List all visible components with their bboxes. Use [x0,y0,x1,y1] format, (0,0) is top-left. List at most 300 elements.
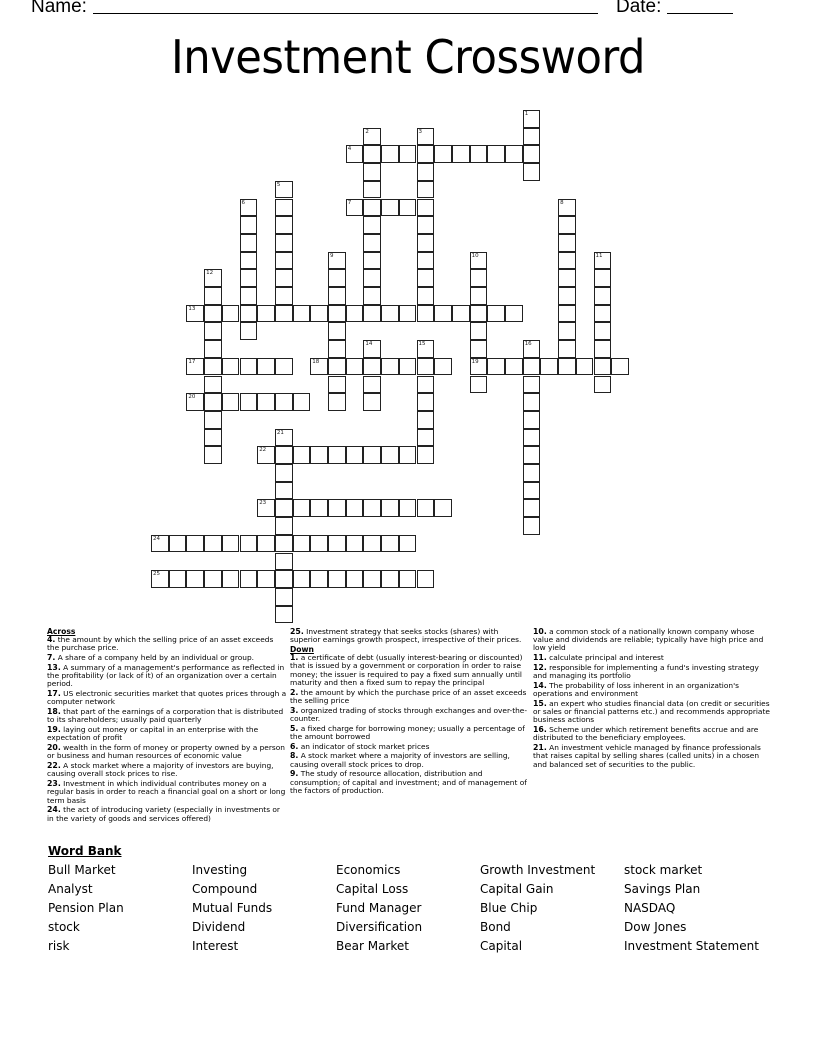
crossword-cell[interactable] [275,588,293,606]
clue-down [290,725,530,741]
crossword-cell[interactable] [417,163,435,181]
crossword-cell[interactable] [222,305,240,323]
crossword-cell[interactable] [558,216,576,234]
crossword-cell[interactable] [487,145,505,163]
word-bank-item: Growth Investment [480,863,596,877]
crossword-cell[interactable] [204,393,222,411]
crossword-cell[interactable] [381,499,399,517]
crossword-cell[interactable] [594,322,612,340]
crossword-cell[interactable] [487,305,505,323]
crossword-cell[interactable] [399,535,417,553]
clue-num: 21. [533,743,547,753]
crossword-cell[interactable] [275,181,293,199]
crossword-cell[interactable] [275,464,293,482]
clue-num: 8. [290,751,299,761]
clue-num: 24. [47,805,61,815]
crossword-cell[interactable] [222,535,240,553]
clue-number: 22 [259,447,267,454]
crossword-cell[interactable] [328,376,346,394]
crossword-cell[interactable] [434,145,452,163]
clue-number: 19 [471,358,479,365]
word-bank-item: Pension Plan [48,901,124,915]
crossword-cell[interactable] [417,252,435,270]
crossword-cell[interactable] [222,570,240,588]
crossword-cell[interactable] [257,446,275,464]
crossword-cell[interactable] [363,376,381,394]
crossword-cell[interactable] [505,305,523,323]
crossword-cell[interactable] [505,358,523,376]
word-bank [48,862,784,954]
crossword-cell[interactable] [470,145,488,163]
word-bank-item: Capital Loss [336,882,409,896]
clue-num: 20. [47,743,61,753]
crossword-cell[interactable] [240,535,258,553]
clue-num: 13. [47,663,61,672]
clue-number: 18 [312,358,320,365]
crossword-cell[interactable] [470,340,488,358]
crossword-cell[interactable] [186,358,204,376]
crossword-cell[interactable] [257,570,275,588]
crossword-cell[interactable] [257,499,275,517]
crossword-cell[interactable] [151,535,169,553]
crossword-cell[interactable] [558,358,576,376]
crossword-cell[interactable] [399,446,417,464]
crossword-cell[interactable] [275,499,293,517]
clue-across [47,726,287,742]
clue-text: laying out money or capital in an enterprise with the expectation of profit [47,725,259,743]
crossword-cell[interactable] [523,464,541,482]
crossword-cell[interactable] [417,340,435,358]
crossword-cell[interactable] [346,535,364,553]
crossword-cell[interactable] [328,535,346,553]
crossword-cell[interactable] [363,145,381,163]
crossword-cell[interactable] [487,358,505,376]
clue-text: a certificate of debt (usually interest-bearing or discounted) that is issued by a government or corporation in order to raise money; the issuer is required to pay a fixed sum annually until maturity and then a fixed sum to repay the principal [290,653,523,687]
crossword-cell[interactable] [558,287,576,305]
crossword-cell[interactable] [240,234,258,252]
clue-section-heading: Down [290,645,314,654]
clue-number: 23 [259,500,267,507]
crossword-cell[interactable] [204,446,222,464]
crossword-cell[interactable] [363,393,381,411]
crossword-cell[interactable] [363,128,381,146]
crossword-cell[interactable] [417,376,435,394]
crossword-cell[interactable] [417,145,435,163]
crossword-cell[interactable] [310,535,328,553]
clue-text: Investment strategy that seeks stocks (shares) with superior earnings growth prospect, irrespective of their prices. [290,627,522,645]
crossword-cell[interactable] [293,570,311,588]
clue-down [533,726,773,742]
crossword-cell[interactable] [328,252,346,270]
crossword-cell[interactable] [310,446,328,464]
crossword-cell[interactable] [417,216,435,234]
crossword-cell[interactable] [558,322,576,340]
crossword-cell[interactable] [363,446,381,464]
crossword-cell[interactable] [363,252,381,270]
crossword-cell[interactable] [275,535,293,553]
crossword-cell[interactable] [381,570,399,588]
crossword-cell[interactable] [417,128,435,146]
crossword-cell[interactable] [399,499,417,517]
crossword-cell[interactable] [363,305,381,323]
crossword-cell[interactable] [381,358,399,376]
crossword-cell[interactable] [169,535,187,553]
clue-number: 17 [188,358,196,365]
crossword-cell[interactable] [240,216,258,234]
crossword-cell[interactable] [204,535,222,553]
clue-across [47,762,287,778]
crossword-cell[interactable] [310,570,328,588]
crossword-cell[interactable] [523,482,541,500]
clue-num: 5. [290,723,299,733]
crossword-cell[interactable] [417,287,435,305]
crossword-cell[interactable] [275,429,293,447]
crossword-cell[interactable] [558,305,576,323]
clue-down [533,664,773,680]
crossword-cell[interactable] [257,393,275,411]
crossword-cell[interactable] [275,305,293,323]
crossword-cell[interactable] [363,570,381,588]
word-bank-item: NASDAQ [624,901,676,915]
crossword-cell[interactable] [222,358,240,376]
clues-column-2 [290,628,530,797]
clue-num: 15. [533,699,547,708]
crossword-cell[interactable] [363,181,381,199]
clue-num: 10. [533,627,547,636]
clue-number: 15 [418,341,426,348]
clue-across [47,654,287,662]
crossword-cell[interactable] [240,287,258,305]
clue-num: 14. [533,681,547,690]
word-bank-item: Capital [480,939,523,953]
crossword-cell[interactable] [417,570,435,588]
clue-num: 12. [533,663,547,672]
crossword-cell[interactable] [293,535,311,553]
clue-down [290,770,530,795]
clue-num: 11. [533,653,547,663]
crossword-cell[interactable] [363,287,381,305]
crossword-cell[interactable] [293,499,311,517]
clue-text: Investment in which individual contributes money on a regular basis in order to reach a financial goal on a short or long term basis [47,779,286,805]
crossword-cell[interactable] [169,570,187,588]
crossword-cell[interactable] [381,305,399,323]
crossword-cell[interactable] [204,429,222,447]
crossword-cell[interactable] [363,358,381,376]
word-bank-item: Interest [192,939,239,953]
crossword-cell[interactable] [594,340,612,358]
crossword-cell[interactable] [204,322,222,340]
crossword-cell[interactable] [363,216,381,234]
crossword-cell[interactable] [594,269,612,287]
crossword-cell[interactable] [523,145,541,163]
crossword-cell[interactable] [470,269,488,287]
crossword-cell[interactable] [240,322,258,340]
crossword-cell[interactable] [434,499,452,517]
crossword-cell[interactable] [328,287,346,305]
crossword-cell[interactable] [381,145,399,163]
crossword-cell[interactable] [417,269,435,287]
crossword-cell[interactable] [346,305,364,323]
crossword-cell[interactable] [275,269,293,287]
crossword-cell[interactable] [257,305,275,323]
clue-number: 6 [241,199,245,206]
crossword-cell[interactable] [470,358,488,376]
crossword-cell[interactable] [523,163,541,181]
crossword-cell[interactable] [594,252,612,270]
crossword-cell[interactable] [310,358,328,376]
word-bank-item: Dow Jones [624,920,687,934]
clue-number: 25 [153,571,160,578]
clue-num: 19. [47,725,61,735]
crossword-cell[interactable] [346,199,364,217]
clue-text: The probability of loss inherent in an organization's operations and environment [533,681,739,699]
clue-across [47,690,287,706]
clue-number: 12 [206,270,214,277]
crossword-cell[interactable] [328,269,346,287]
clue-number: 16 [524,341,532,348]
crossword-cell[interactable] [328,340,346,358]
clue-across [47,780,287,805]
crossword-cell[interactable] [363,199,381,217]
clue-text: US electronic securities market that quotes prices through a computer network [47,689,287,707]
clue-num: 4. [47,635,56,645]
crossword-cell[interactable] [240,358,258,376]
crossword-cell[interactable] [363,269,381,287]
crossword-cell[interactable] [275,570,293,588]
clue-num: 9. [290,769,299,779]
crossword-cell[interactable] [257,535,275,553]
clue-text: The study of resource allocation, distribution and consumption; of capital and investment; and of management of the factors of production. [290,769,527,795]
word-bank-item: Analyst [48,882,93,896]
word-bank-item: Savings Plan [624,882,701,896]
clue-text: A share of a company held by an individual or group. [57,653,254,663]
crossword-cell[interactable] [293,446,311,464]
crossword-cell[interactable] [594,358,612,376]
crossword-cell[interactable] [594,287,612,305]
crossword-cell[interactable] [363,163,381,181]
crossword-cell[interactable] [470,322,488,340]
crossword-cell[interactable] [293,393,311,411]
crossword-cell[interactable] [204,305,222,323]
crossword-cell[interactable] [470,287,488,305]
crossword-cell[interactable] [204,570,222,588]
crossword-cell[interactable] [346,358,364,376]
word-bank-item: Blue Chip [480,901,538,915]
crossword-cell[interactable] [275,358,293,376]
crossword-cell[interactable] [434,358,452,376]
crossword-cell[interactable] [399,358,417,376]
crossword-cell[interactable] [293,305,311,323]
crossword-cell[interactable] [505,145,523,163]
clue-num: 16. [533,725,547,735]
clue-down [533,682,773,698]
crossword-cell[interactable] [363,535,381,553]
crossword-cell[interactable] [328,499,346,517]
crossword-cell[interactable] [275,553,293,571]
clue-down [290,654,530,687]
crossword-cell[interactable] [417,429,435,447]
crossword-cell[interactable] [434,305,452,323]
crossword-cell[interactable] [523,128,541,146]
clue-down [290,743,530,751]
crossword-cell[interactable] [275,482,293,500]
crossword-cell[interactable] [381,199,399,217]
clue-number: 4 [347,146,352,153]
crossword-cell[interactable] [594,305,612,323]
crossword-cell[interactable] [328,393,346,411]
crossword-cell[interactable] [558,269,576,287]
crossword-cell[interactable] [452,305,470,323]
crossword-cell[interactable] [470,376,488,394]
clue-down [290,752,530,768]
crossword-cell[interactable] [328,446,346,464]
word-bank-item: Compound [192,882,258,896]
crossword-cell[interactable] [204,269,222,287]
crossword-cell[interactable] [328,305,346,323]
crossword-cell[interactable] [328,322,346,340]
word-bank-item: risk [48,939,70,953]
crossword-cell[interactable] [363,499,381,517]
crossword-cell[interactable] [240,199,258,217]
crossword-cell[interactable] [523,517,541,535]
clue-number: 9 [330,252,334,259]
crossword-cell[interactable] [558,340,576,358]
crossword-cell[interactable] [204,358,222,376]
crossword-cell[interactable] [186,570,204,588]
crossword-cell[interactable] [470,252,488,270]
crossword-cell[interactable] [381,535,399,553]
word-bank-item: Fund Manager [336,901,422,915]
clue-number: 5 [276,181,281,188]
crossword-cell[interactable] [346,446,364,464]
crossword-cell[interactable] [540,358,558,376]
crossword-cell[interactable] [275,216,293,234]
crossword-cell[interactable] [558,252,576,270]
crossword-cell[interactable] [310,305,328,323]
crossword-cell[interactable] [240,269,258,287]
crossword-cell[interactable] [204,376,222,394]
crossword-cell[interactable] [558,234,576,252]
crossword-cell[interactable] [346,145,364,163]
word-bank-item: Capital Gain [480,882,554,896]
crossword-cell[interactable] [399,305,417,323]
crossword-cell[interactable] [275,446,293,464]
crossword-cell[interactable] [240,570,258,588]
clue-text: the amount by which the selling price of an asset exceeds the purchase price. [47,635,274,653]
word-bank-title: Word Bank [48,844,122,858]
clue-across [47,708,287,724]
crossword-cell[interactable] [275,517,293,535]
crossword-cell[interactable] [417,199,435,217]
crossword-cell[interactable] [240,305,258,323]
crossword-cell[interactable] [523,446,541,464]
crossword-cell[interactable] [576,358,594,376]
clue-number: 7 [347,199,352,206]
crossword-cell[interactable] [417,181,435,199]
crossword-cell[interactable] [417,393,435,411]
clue-number: 21 [276,429,284,436]
crossword-cell[interactable] [523,499,541,517]
crossword-cell[interactable] [204,340,222,358]
clue-num: 2. [290,687,299,697]
page-title: Investment Crossword [170,30,646,84]
crossword-cell[interactable] [523,411,541,429]
crossword-cell[interactable] [275,393,293,411]
clue-text: A stock market where a majority of investors are selling, causing overall stock prices to drop. [290,751,510,769]
crossword-cell[interactable] [611,358,629,376]
crossword-cell[interactable] [204,287,222,305]
crossword-cell[interactable] [204,411,222,429]
crossword-cell[interactable] [328,570,346,588]
clue-across [47,664,287,689]
crossword-cell[interactable] [186,535,204,553]
crossword-cell[interactable] [523,110,541,128]
crossword-cell[interactable] [186,393,204,411]
crossword-cell[interactable] [275,199,293,217]
crossword-cell[interactable] [186,305,204,323]
crossword-cell[interactable] [240,393,258,411]
crossword-cell[interactable] [399,145,417,163]
crossword-cell[interactable] [417,411,435,429]
word-bank-item: Diversification [336,920,423,934]
crossword-cell[interactable] [328,358,346,376]
crossword-cell[interactable] [417,305,435,323]
crossword-cell[interactable] [523,393,541,411]
crossword-cell[interactable] [523,358,541,376]
crossword-cell[interactable] [257,358,275,376]
crossword-cell[interactable] [275,252,293,270]
clue-num: 17. [47,689,61,699]
crossword-cell[interactable] [523,340,541,358]
crossword-cell[interactable] [346,499,364,517]
crossword-cell[interactable] [558,199,576,217]
crossword-cell[interactable] [399,570,417,588]
clue-down [290,707,530,723]
clue-num: 3. [290,705,299,715]
crossword-cell[interactable] [275,234,293,252]
clue-down [533,654,773,662]
clue-across [47,806,287,822]
crossword-cell[interactable] [452,145,470,163]
crossword-cell[interactable] [523,376,541,394]
crossword-cell[interactable] [363,340,381,358]
clue-text: an expert who studies financial data (on credit or securities or sales or financial patterns etc.) and recommends appropriate business actions [533,699,770,725]
crossword-cell[interactable] [381,446,399,464]
crossword-cell[interactable] [275,606,293,624]
crossword-cell[interactable] [417,499,435,517]
crossword-cell[interactable] [346,570,364,588]
crossword-cell[interactable] [222,393,240,411]
crossword-cell[interactable] [275,287,293,305]
word-bank-item: Mutual Funds [192,901,273,915]
clue-text: calculate principal and interest [549,653,664,663]
crossword-cell[interactable] [240,252,258,270]
crossword-cell[interactable] [417,446,435,464]
crossword-cell[interactable] [523,429,541,447]
clue-number: 10 [471,252,479,259]
crossword-cell[interactable] [470,305,488,323]
crossword-cell[interactable] [363,234,381,252]
clue-text: the act of introducing variety (especially in investments or in the variety of goods and services offered) [47,805,280,823]
clue-text: wealth in the form of money or property owned by a person or business and human resources of economic value [47,743,285,761]
crossword-cell[interactable] [310,499,328,517]
crossword-cell[interactable] [417,358,435,376]
crossword-cell[interactable] [417,234,435,252]
crossword-cell[interactable] [399,199,417,217]
crossword-cell[interactable] [151,570,169,588]
date-label: Date: [615,0,662,17]
crossword-cell[interactable] [594,376,612,394]
